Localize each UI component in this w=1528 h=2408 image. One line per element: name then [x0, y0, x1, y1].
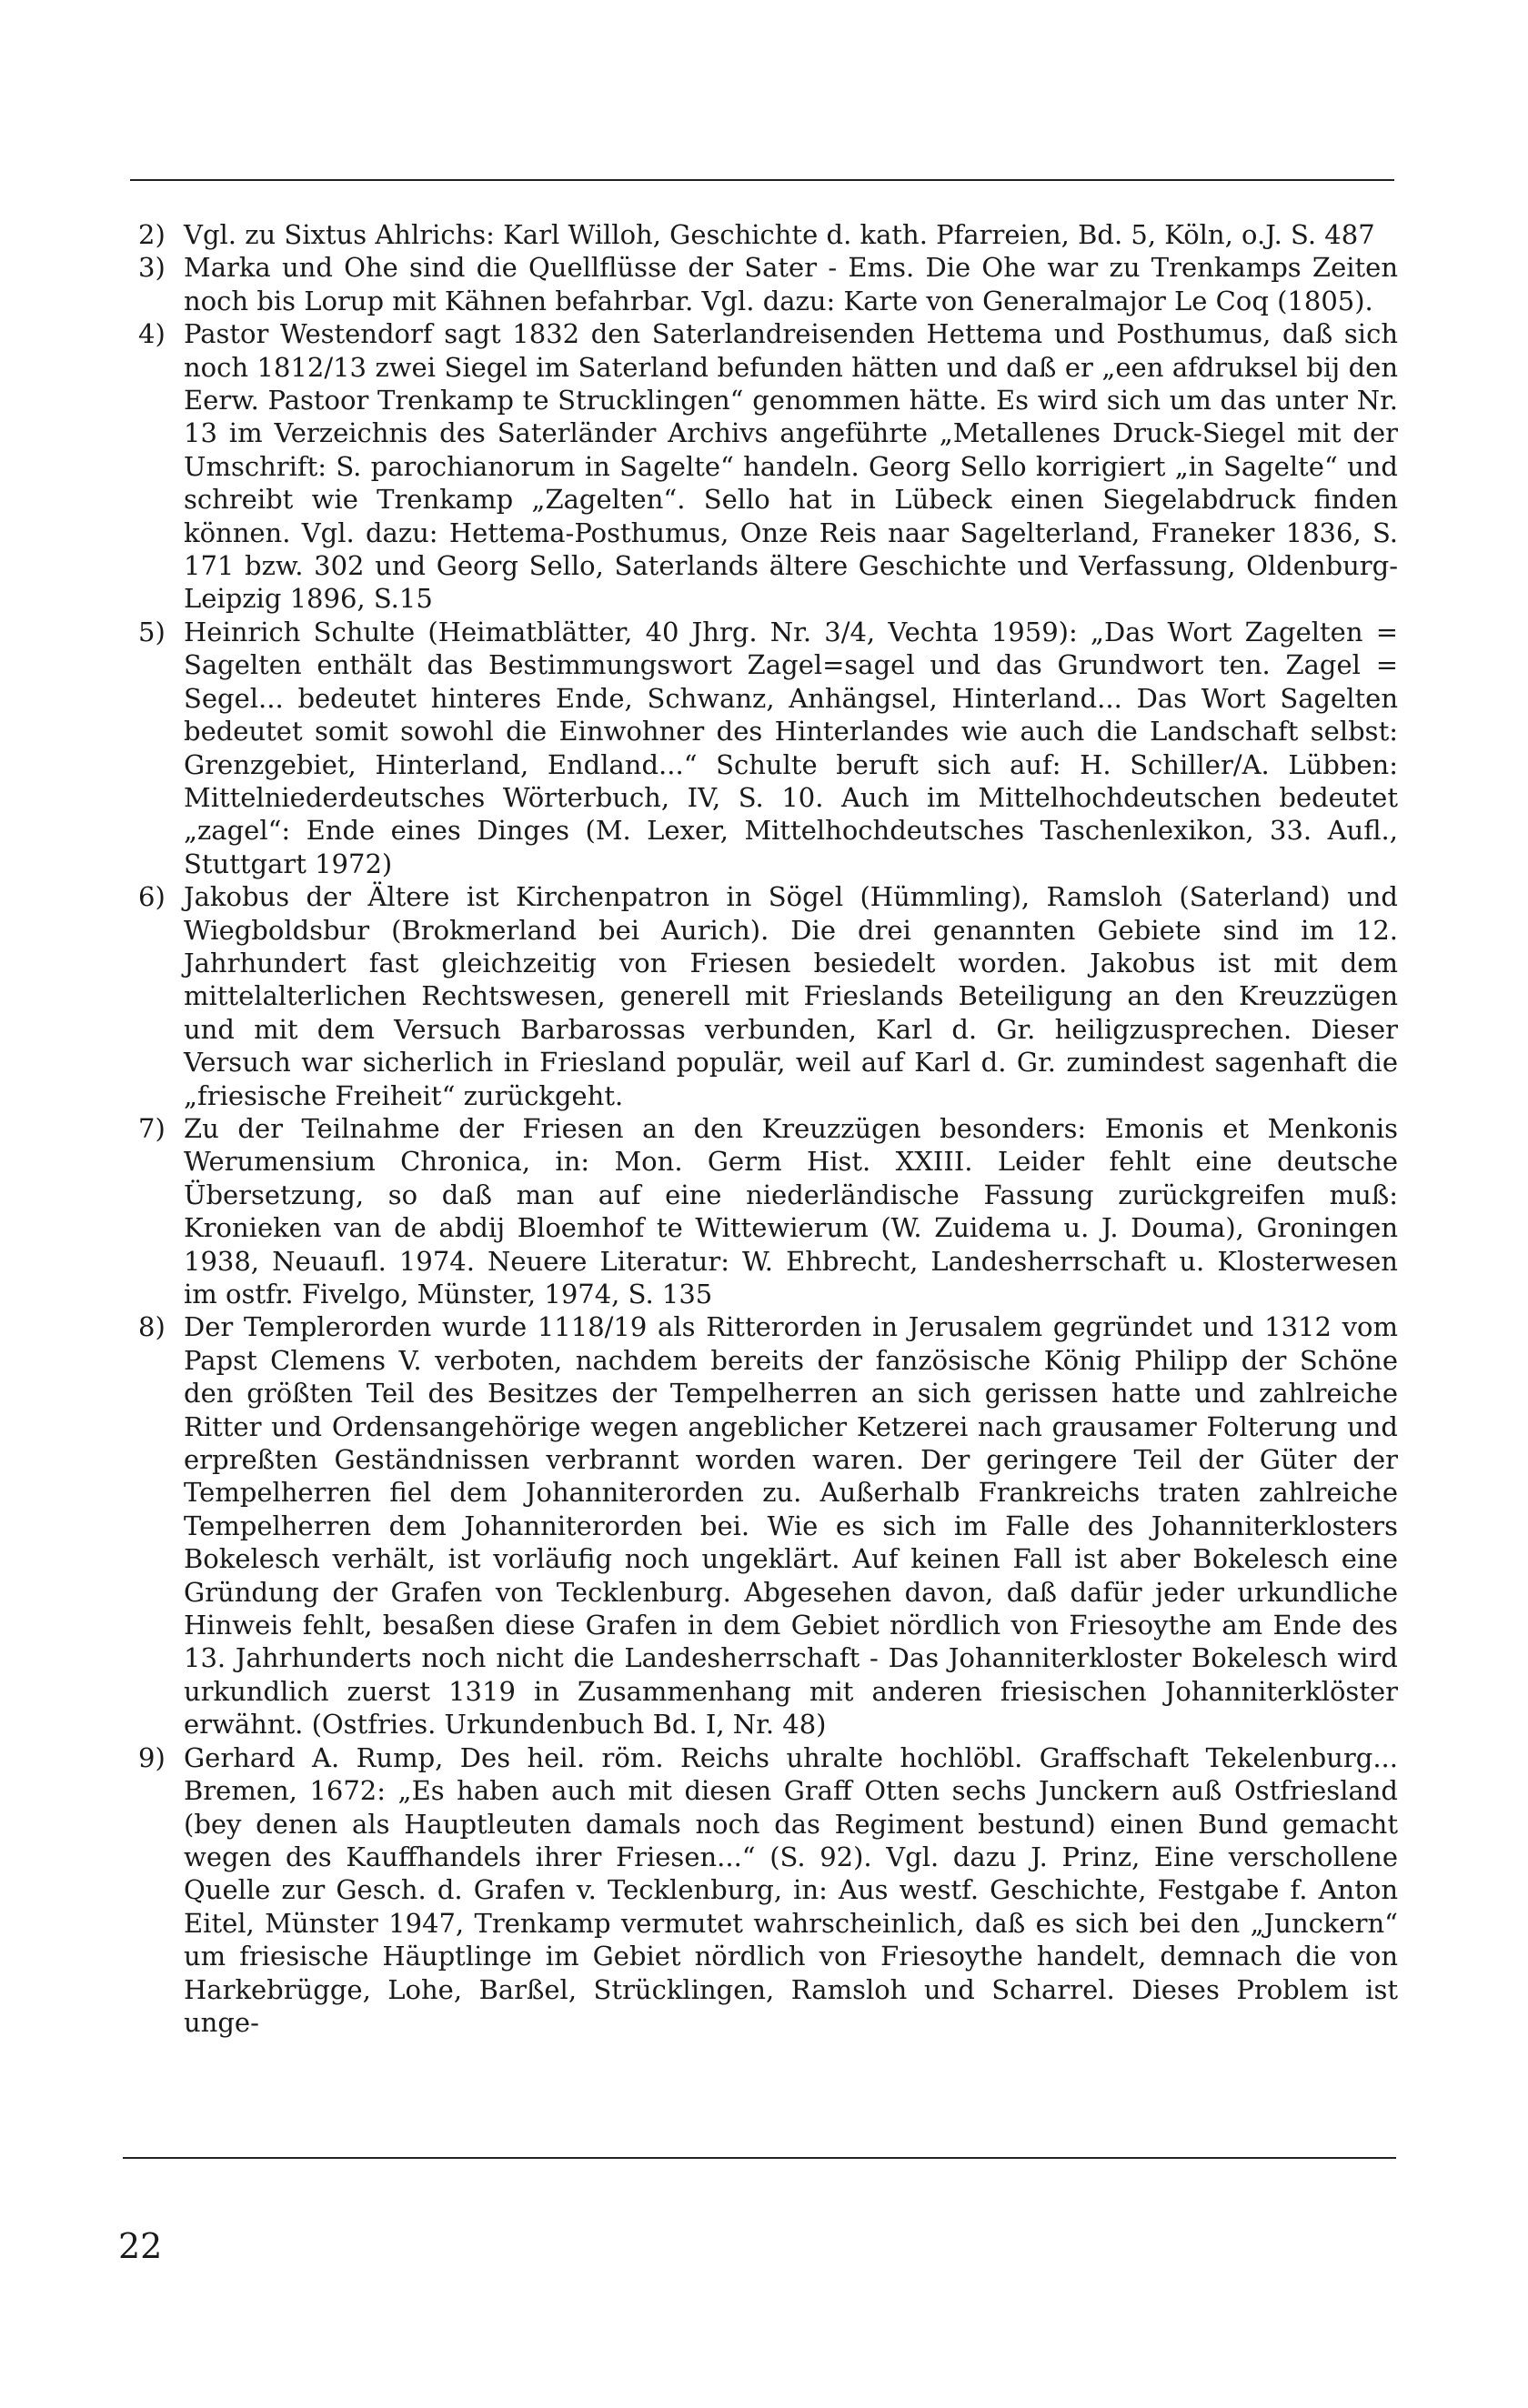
bottom-rule [123, 2157, 1396, 2159]
page-number: 22 [118, 2226, 163, 2266]
footnote-9 [138, 1741, 1398, 2040]
footnote-text: Zu der Teilnahme der Friesen an den Kreuzzügen besonders: Emonis et Menkonis Werumensium Chronica, in: Mon. Germ Hist. XXIII. Leider fehlt eine deutsche Übersetzung, so daß man auf eine niederländische Fassung zurückgreifen muß: Kronieken van de abdij Bloemhof te Wittewierum (W. Zuidema u. J. Douma), Groningen 1938, Neuaufl. 1974. Neuere Literatur: W. Ehbrecht, Landesherrschaft u. Klosterwesen im ostfr. Fivelgo, Münster, 1974, S. 135 [184, 1112, 1398, 1309]
footnote-text: Marka und Ohe sind die Quellflüsse der Sater - Ems. Die Ohe war zu Trenkamps Zeiten noch bis Lorup mit Kähnen befahrbar. Vgl. dazu: Karte von Generalmajor Le Coq (1805). [184, 252, 1398, 316]
footnote-text: Pastor Westendorf sagt 1832 den Saterlandreisenden Hettema und Posthumus, daß sich noch 1812/13 zwei Siegel im Saterland befunden hätten und daß er „een afdruksel bij den Eerw. Pastoor Trenkamp te Strucklingen“ genommen hätte. Es wird sich um das unter Nr. 13 im Verzeichnis des Saterländer Archivs angeführte „Metallenes Druck-Siegel mit der Umschrift: S. parochianorum in Sagelte“ handeln. Georg Sello korrigiert „in Sagelte“ und schreibt wie Trenkamp „Zagelten“. Sello hat in Lübeck einen Siegelabdruck finden können. Vgl. dazu: Hettema-Posthumus, Onze Reis naar Sagelterland, Franeker 1836, S. 171 bzw. 302 und Georg Sello, Saterlands ältere Geschichte und Verfassung, Oldenburg-Leipzig 1896, S.15 [184, 318, 1398, 615]
top-rule [130, 179, 1394, 181]
footnote-text: Vgl. zu Sixtus Ahlrichs: Karl Willoh, Geschichte d. kath. Pfarreien, Bd. 5, Köln, o.J. S. 487 [184, 219, 1375, 250]
footnote-number: 7) [138, 1112, 166, 1144]
footnote-5 [138, 616, 1398, 880]
footnote-8 [138, 1310, 1398, 1741]
footnote-number: 9) [138, 1741, 166, 1773]
footnote-number: 6) [138, 881, 166, 913]
footnote-6 [138, 880, 1398, 1112]
footnotes-list [138, 218, 1398, 2039]
footnote-7 [138, 1112, 1398, 1310]
footnote-4 [138, 317, 1398, 616]
footnote-text: Jakobus der Ältere ist Kirchenpatron in Sögel (Hümmling), Ramsloh (Saterland) und Wiegboldsbur (Brokmerland bei Aurich). Die drei genannten Gebiete sind im 12. Jahrhundert fast gleichzeitig von Friesen besiedelt worden. Jakobus ist mit dem mittelalterlichen Rechtswesen, generell mit Frieslands Beteiligung an den Kreuzzügen und mit dem Versuch Barbarossas verbunden, Karl d. Gr. heiligzusprechen. Dieser Versuch war sicherlich in Friesland populär, weil auf Karl d. Gr. zumindest sagenhaft die „friesische Freiheit“ zurückgeht. [184, 881, 1398, 1111]
footnote-number: 2) [138, 219, 166, 250]
footnote-3 [138, 251, 1398, 317]
footnote-2 [138, 218, 1398, 251]
footnote-number: 8) [138, 1311, 166, 1343]
footnote-number: 3) [138, 252, 166, 284]
footnote-text: Der Templerorden wurde 1118/19 als Ritterorden in Jerusalem gegründet und 1312 vom Papst Clemens V. verboten, nachdem bereits der fanzösische König Philipp der Schöne den größten Teil des Besitzes der Tempelherren an sich gerissen hatte und zahlreiche Ritter und Ordensangehörige wegen angeblicher Ketzerei nach grausamer Folterung und erpreßten Geständnissen verbrannt worden waren. Der geringere Teil der Güter der Tempelherren fiel dem Johanniterorden zu. Außerhalb Frankreichs traten zahlreiche Tempelherren dem Johanniterorden bei. Wie es sich im Falle des Johanniterklosters Bokelesch verhält, ist vorläufig noch ungeklärt. Auf keinen Fall ist aber Bokelesch eine Gründung der Grafen von Tecklenburg. Abgesehen davon, daß dafür jeder urkundliche Hinweis fehlt, besaßen diese Grafen in dem Gebiet nördlich von Friesoythe am Ende des 13. Jahrhunderts noch nicht die Landesherrschaft - Das Johanniterkloster Bokelesch wird urkundlich zuerst 1319 in Zusammenhang mit anderen friesischen Johanniterklöster erwähnt. (Ostfries. Urkundenbuch Bd. I, Nr. 48) [184, 1311, 1398, 1741]
footnote-text: Heinrich Schulte (Heimatblätter, 40 Jhrg. Nr. 3/4, Vechta 1959): „Das Wort Zagelten = Sagelten enthält das Bestimmungswort Zagel=sagel und das Grundwort ten. Zagel = Segel... bedeutet hinteres Ende, Schwanz, Anhängsel, Hinterland... Das Wort Sagelten bedeutet somit sowohl die Einwohner des Hinterlandes wie auch die Landschaft selbst: Grenzgebiet, Hinterland, Endland...“ Schulte beruft sich auf: H. Schiller/A. Lübben: Mittelniederdeutsches Wörterbuch, IV, S. 10. Auch im Mittelhochdeutschen bedeutet „zagel“: Ende eines Dinges (M. Lexer, Mittelhochdeutsches Taschenlexikon, 33. Aufl., Stuttgart 1972) [184, 616, 1398, 879]
footnote-text: Gerhard A. Rump, Des heil. röm. Reichs uhralte hochlöbl. Graffschaft Tekelenburg... Bremen, 1672: „Es haben auch mit diesen Graff Otten sechs Junckern auß Ostfriesland (bey denen als Hauptleuten damals noch das Regiment bestund) einen Bund gemacht wegen des Kauffhandels ihrer Friesen...“ (S. 92). Vgl. dazu J. Prinz, Eine verschollene Quelle zur Gesch. d. Grafen v. Tecklenburg, in: Aus westf. Geschichte, Festgabe f. Anton Eitel, Münster 1947, Trenkamp vermutet wahrscheinlich, daß es sich bei den „Junckern“ um friesische Häuptlinge im Gebiet nördlich von Friesoythe handelt, demnach die von Harkebrügge, Lohe, Barßel, Strücklingen, Ramsloh und Scharrel. Dieses Problem ist unge- [184, 1741, 1398, 2038]
footnote-number: 5) [138, 616, 166, 647]
footnote-number: 4) [138, 318, 166, 350]
